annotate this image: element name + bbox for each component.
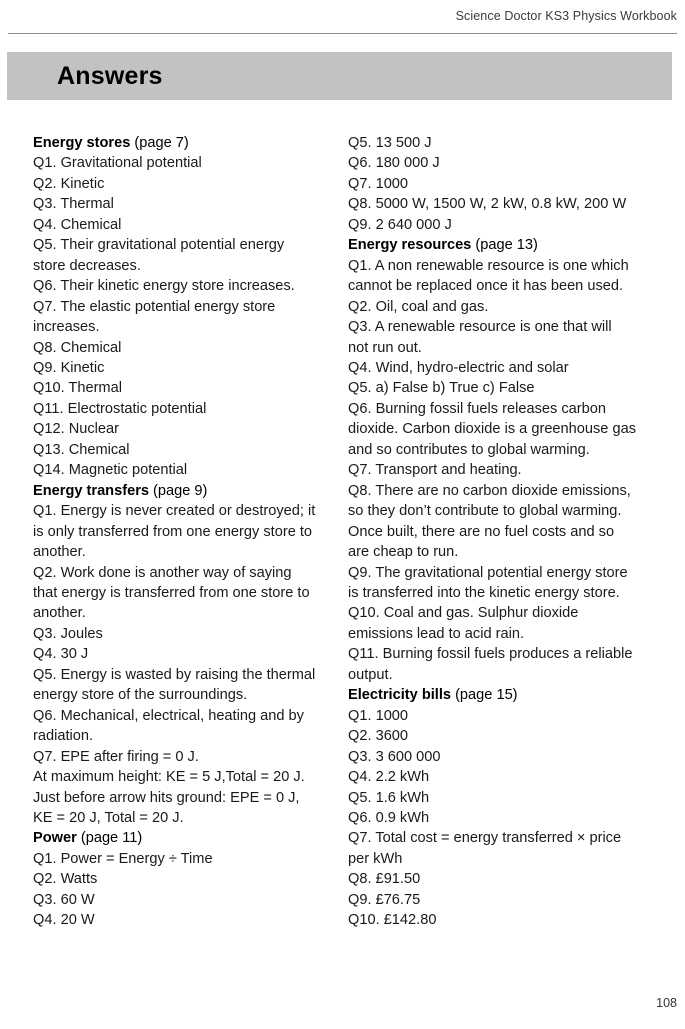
- section-heading-page-ref: (page 9): [149, 482, 208, 499]
- section-heading: [348, 685, 678, 705]
- answer-line: Q3. 60 W: [33, 891, 95, 908]
- answer-line: Q1. Power = Energy ÷ Time: [33, 850, 213, 867]
- section-heading-title: Energy stores: [33, 135, 131, 151]
- answer-line: Q6. 0.9 kWh: [348, 809, 430, 826]
- answer-line: Q7. The elastic potential energy store: [33, 298, 276, 315]
- answer-line: increases.: [33, 319, 100, 336]
- answer-line: Q5. 1.6 kWh: [348, 789, 430, 806]
- answer-line: Q11. Electrostatic potential: [33, 400, 207, 417]
- answer-line: Q7. EPE after firing = 0 J.: [33, 748, 199, 765]
- answer-line: Q14. Magnetic potential: [33, 462, 188, 479]
- answer-line: Q6. Their kinetic energy store increases.: [33, 278, 295, 295]
- answer-line: Q4. 30 J: [33, 646, 89, 663]
- answer-line: Q2. Kinetic: [33, 175, 105, 192]
- answer-line: dioxide. Carbon dioxide is a greenhouse gas: [348, 421, 637, 438]
- answer-line: Once built, there are no fuel costs and so: [348, 523, 615, 540]
- answer-line: Q5. 13 500 J: [348, 135, 432, 151]
- answer-line: Q6. 180 000 J: [348, 155, 440, 172]
- answer-line: Q11. Burning fossil fuels produces a reliable: [348, 646, 633, 663]
- section-heading-page-ref: (page 11): [76, 830, 143, 847]
- answer-line: Q5. Their gravitational potential energy: [33, 237, 285, 254]
- answer-line: Q12. Nuclear: [33, 421, 119, 438]
- answer-line: Q9. Kinetic: [33, 359, 105, 376]
- section-heading: [33, 481, 338, 501]
- answer-line: Q8. There are no carbon dioxide emissions,: [348, 482, 631, 499]
- running-header-title: Science Doctor KS3 Physics Workbook: [455, 9, 677, 23]
- answer-line: Q1. Gravitational potential: [33, 155, 202, 172]
- answer-line: Q9. £76.75: [348, 891, 421, 908]
- answer-line: KE = 20 J, Total = 20 J.: [33, 809, 184, 826]
- answer-line: Q3. 3 600 000: [348, 748, 441, 765]
- answer-line: Q9. 2 640 000 J: [348, 216, 452, 233]
- answer-line: Q10. Coal and gas. Sulphur dioxide: [348, 605, 579, 622]
- header-divider-rule: [8, 33, 677, 34]
- section-heading: [33, 828, 338, 848]
- answer-line: Q9. The gravitational potential energy store: [348, 564, 628, 581]
- section-heading-page-ref: (page 15): [451, 687, 518, 704]
- answer-line: Q5. a) False b) True c) False: [348, 380, 535, 397]
- answer-line: Q6. Mechanical, electrical, heating and by: [33, 707, 304, 724]
- section-heading-title: Energy resources: [348, 237, 472, 254]
- page-number: 108: [656, 996, 677, 1010]
- answer-line: Just before arrow hits ground: EPE = 0 J,: [33, 789, 300, 806]
- answer-line: radiation.: [33, 728, 94, 745]
- answer-line: and so contributes to global warming.: [348, 441, 590, 458]
- answer-line: Q2. 3600: [348, 728, 409, 745]
- answer-line: Q4. 2.2 kWh: [348, 769, 430, 786]
- section-heading-title: Energy transfers: [33, 482, 149, 499]
- answer-line: output.: [348, 666, 393, 683]
- answer-line: is only transferred from one energy store to: [33, 523, 313, 540]
- answer-line: Q8. 5000 W, 1500 W, 2 kW, 0.8 kW, 200 W: [348, 196, 627, 213]
- answer-line: cannot be replaced once it has been used.: [348, 278, 624, 295]
- answer-line: Q10. £142.80: [348, 912, 437, 929]
- answer-line: per kWh: [348, 850, 403, 867]
- answers-column-right: [348, 133, 678, 931]
- answers-column-left: [33, 133, 338, 931]
- section-heading-page-ref: (page 7): [130, 135, 189, 151]
- answer-line: so they don’t contribute to global warming.: [348, 503, 622, 520]
- answer-line: another.: [33, 605, 86, 622]
- answer-line: Q7. 1000: [348, 175, 409, 192]
- answer-line: Q8. £91.50: [348, 871, 421, 888]
- answer-line: Q1. 1000: [348, 707, 409, 724]
- answer-line: another.: [33, 544, 86, 561]
- section-heading: [348, 235, 678, 255]
- section-heading-title: Power: [33, 830, 77, 847]
- answer-line: Q13. Chemical: [33, 441, 130, 458]
- answer-line: not run out.: [348, 339, 422, 356]
- answer-line: Q7. Total cost = energy transferred × price: [348, 830, 622, 847]
- answer-line: energy store of the surroundings.: [33, 687, 248, 704]
- answer-line: Q3. Thermal: [33, 196, 114, 213]
- section-heading-page-ref: (page 13): [471, 237, 538, 254]
- answer-line: Q7. Transport and heating.: [348, 462, 522, 479]
- page-title: Answers: [57, 62, 163, 90]
- answer-line: Q2. Watts: [33, 871, 98, 888]
- answer-line: are cheap to run.: [348, 544, 459, 561]
- answer-line: store decreases.: [33, 257, 141, 274]
- answer-line: Q10. Thermal: [33, 380, 122, 397]
- answer-line: emissions lead to acid rain.: [348, 625, 525, 642]
- answer-line: Q8. Chemical: [33, 339, 122, 356]
- answer-line: Q3. Joules: [33, 625, 103, 642]
- answer-line: Q4. Chemical: [33, 216, 122, 233]
- answer-line: that energy is transferred from one store to: [33, 584, 310, 601]
- answer-line: Q2. Work done is another way of saying: [33, 564, 292, 581]
- answer-line: is transferred into the kinetic energy store.: [348, 584, 620, 601]
- answer-line: Q4. Wind, hydro-electric and solar: [348, 359, 569, 376]
- section-heading: [33, 133, 338, 153]
- answer-line: At maximum height: KE = 5 J,Total = 20 J.: [33, 769, 305, 786]
- section-heading-title: Electricity bills: [348, 687, 452, 704]
- answers-banner: [7, 52, 672, 100]
- answer-line: Q4. 20 W: [33, 912, 95, 929]
- answer-line: Q6. Burning fossil fuels releases carbon: [348, 400, 606, 417]
- answer-line: Q1. A non renewable resource is one which: [348, 257, 629, 274]
- answer-line: Q1. Energy is never created or destroyed; it: [33, 503, 316, 520]
- answer-line: Q2. Oil, coal and gas.: [348, 298, 489, 315]
- answer-line: Q3. A renewable resource is one that will: [348, 319, 612, 336]
- answer-line: Q5. Energy is wasted by raising the thermal: [33, 666, 316, 683]
